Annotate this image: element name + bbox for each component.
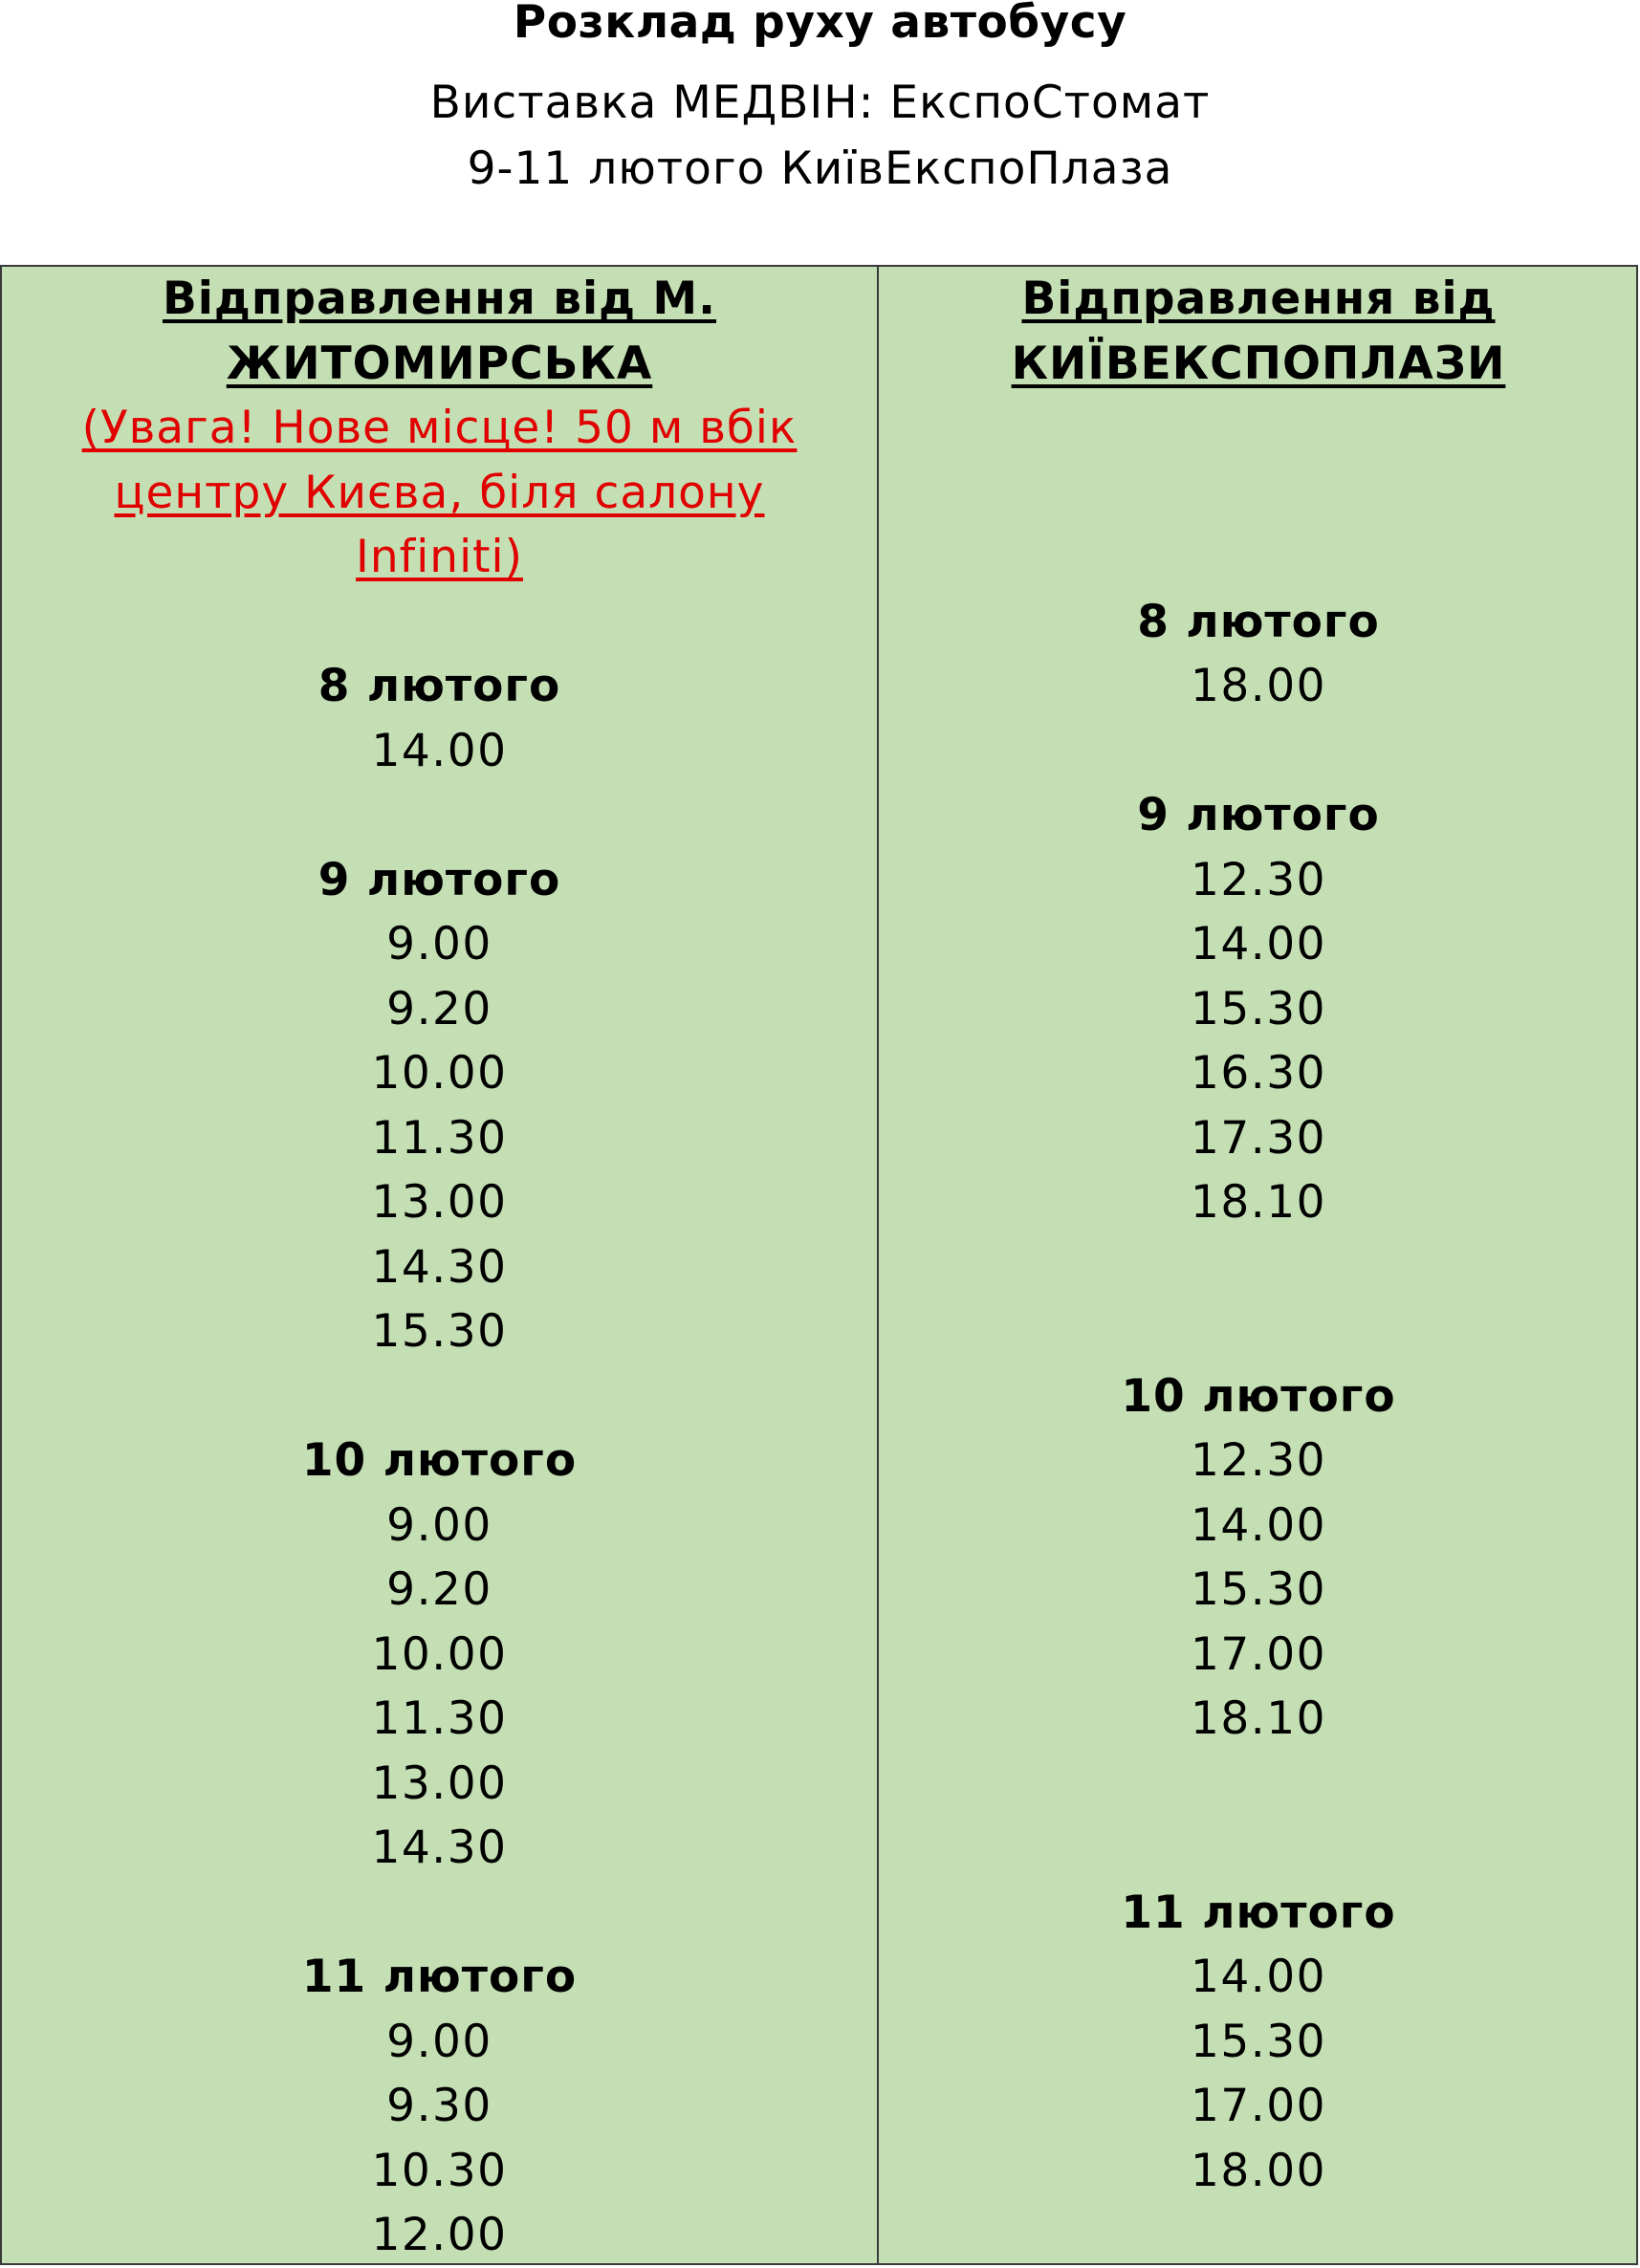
page-title: Розклад руху автобусу	[513, 0, 1127, 49]
left-day-label: 10 лютого	[301, 1434, 578, 1487]
right-time: 14.00	[1190, 1498, 1327, 1552]
left-time: 9.00	[386, 1498, 492, 1552]
left-time: 13.00	[371, 1756, 508, 1810]
right-time: 17.00	[1190, 2080, 1327, 2132]
event-name: Виставка МЕДВІН: ЕкспоСтомат	[429, 76, 1211, 129]
right-time: 18.00	[1190, 2144, 1327, 2197]
right-time: 15.30	[1190, 2015, 1327, 2068]
location-notice-line3: Infiniti)	[356, 531, 523, 583]
right-day-label: 11 лютого	[1121, 1886, 1396, 1939]
event-dates-venue: 9-11 лютого КиївЕкспоПлаза	[467, 142, 1173, 195]
right-time: 12.30	[1190, 853, 1327, 906]
left-time: 10.00	[371, 1627, 508, 1681]
location-notice-line2: центру Києва, біля салону	[114, 466, 765, 519]
left-time: 13.00	[371, 1176, 508, 1229]
right-time: 17.30	[1190, 1111, 1327, 1165]
right-day-label: 9 лютого	[1137, 789, 1380, 841]
right-time: 14.00	[1190, 918, 1327, 970]
left-time: 11.30	[371, 1111, 508, 1165]
left-time: 9.20	[386, 1563, 492, 1616]
left-time: 10.00	[371, 1047, 508, 1100]
right-time: 14.00	[1190, 1951, 1327, 2003]
location-notice-line1: (Увага! Нове місце! 50 м вбік	[81, 402, 798, 454]
left-time: 10.30	[371, 2144, 508, 2197]
right-time: 15.30	[1190, 982, 1327, 1036]
right-time: 17.00	[1190, 1627, 1327, 1681]
right-day-label: 8 лютого	[1137, 595, 1380, 648]
schedule-table	[0, 265, 1638, 2265]
left-time: 9.00	[386, 2015, 492, 2068]
left-heading-line1: Відправлення від М.	[162, 273, 717, 325]
left-time: 12.00	[371, 2209, 508, 2261]
left-time: 14.30	[371, 1821, 508, 1874]
left-heading-line2: ЖИТОМИРСЬКА	[226, 337, 653, 390]
departures-zhytomyrska-column	[2, 267, 877, 2268]
right-heading-line1: Відправлення від	[1021, 273, 1496, 325]
left-day-label: 11 лютого	[301, 1951, 578, 2003]
left-time: 15.30	[371, 1305, 508, 1358]
right-time: 12.30	[1190, 1434, 1327, 1487]
left-time: 9.20	[386, 982, 492, 1036]
left-time: 11.30	[371, 1692, 508, 1745]
left-time: 9.00	[386, 918, 492, 970]
left-day-label: 8 лютого	[317, 660, 561, 712]
right-time: 18.10	[1190, 1692, 1327, 1745]
left-time: 14.30	[371, 1240, 508, 1294]
departures-kyivexpoplaza-column	[879, 267, 1638, 2203]
right-time: 16.30	[1190, 1047, 1327, 1100]
right-day-label: 10 лютого	[1121, 1369, 1396, 1423]
right-time: 18.10	[1190, 1176, 1327, 1229]
right-time: 18.00	[1190, 660, 1327, 712]
right-heading-line2: КИЇВЕКСПОПЛАЗИ	[1011, 337, 1506, 390]
left-day-label: 9 лютого	[317, 853, 561, 906]
left-time: 9.30	[386, 2080, 492, 2132]
right-time: 15.30	[1190, 1563, 1327, 1616]
left-time: 14.00	[371, 724, 508, 777]
